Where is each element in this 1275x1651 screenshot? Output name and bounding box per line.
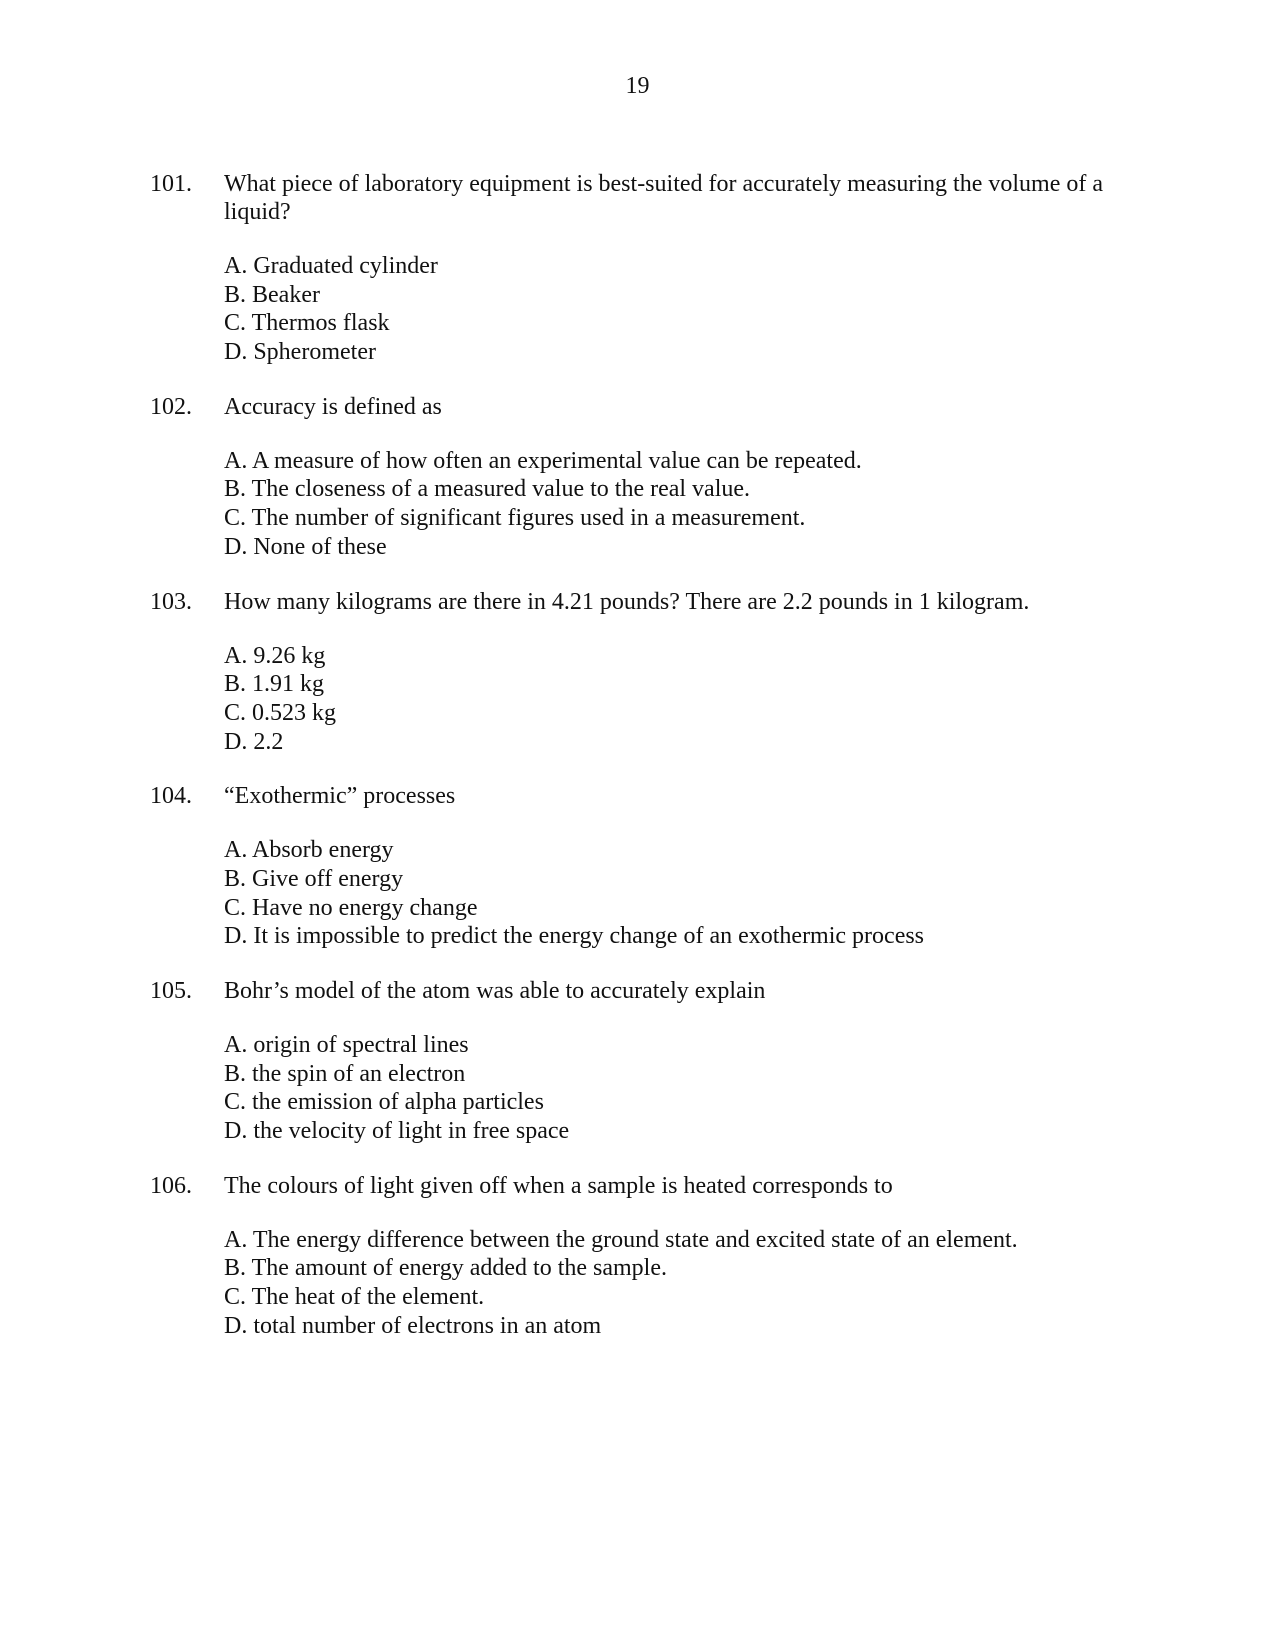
question-number: 106. (150, 1172, 192, 1199)
answer-option: B. The closeness of a measured value to the real value. (224, 476, 751, 503)
question-104 (150, 782, 1130, 951)
answer-option: C. 0.523 kg (224, 699, 337, 726)
question-text: “Exothermic” processes (224, 783, 456, 810)
answer-option: C. The heat of the element. (224, 1284, 485, 1311)
answer-options (224, 447, 1130, 562)
answer-option: D. the velocity of light in free space (224, 1118, 570, 1145)
answer-option: A. 9.26 kg (224, 642, 326, 669)
question-text: How many kilograms are there in 4.21 pounds? There are 2.2 pounds in 1 kilogram. (224, 588, 1030, 615)
answer-option: D. 2.2 (224, 728, 284, 755)
answer-option: D. total number of electrons in an atom (224, 1312, 602, 1339)
question-text: Accuracy is defined as (224, 393, 442, 420)
answer-option: D. Spherometer (224, 339, 376, 366)
question-103 (150, 588, 1130, 757)
question-text: What piece of laboratory equipment is best-suited for accurately measuring the volume of a liquid? (224, 171, 1104, 225)
answer-options (224, 252, 1130, 367)
answer-option: A. A measure of how often an experimental value can be repeated. (224, 447, 862, 474)
question-list (150, 170, 1130, 1367)
answer-option: B. Beaker (224, 281, 320, 308)
answer-options (224, 836, 1130, 951)
question-106 (150, 1172, 1130, 1341)
answer-options (224, 1226, 1130, 1341)
answer-option: C. The number of significant figures used in a measurement. (224, 505, 806, 532)
question-text: The colours of light given off when a sample is heated corresponds to (224, 1172, 893, 1199)
answer-option: D. None of these (224, 533, 387, 560)
question-105 (150, 977, 1130, 1146)
question-number: 104. (150, 783, 192, 810)
page-number: 19 (625, 73, 650, 99)
answer-option: A. Absorb energy (224, 837, 394, 864)
answer-option: B. The amount of energy added to the sample. (224, 1255, 668, 1282)
answer-option: C. Have no energy change (224, 894, 478, 921)
answer-option: C. the emission of alpha particles (224, 1089, 544, 1116)
answer-option: B. the spin of an electron (224, 1060, 466, 1087)
question-number: 101. (150, 171, 192, 197)
answer-option: A. The energy difference between the ground state and excited state of an element. (224, 1226, 1018, 1253)
question-number: 105. (150, 978, 192, 1004)
answer-option: C. Thermos flask (224, 310, 390, 337)
answer-option: B. Give off energy (224, 865, 404, 892)
answer-options (224, 1031, 1130, 1146)
answer-option: D. It is impossible to predict the energy change of an exothermic process (224, 923, 925, 950)
answer-option: A. Graduated cylinder (224, 253, 438, 279)
question-number: 102. (150, 393, 192, 420)
answer-option: A. origin of spectral lines (224, 1032, 469, 1058)
question-text: Bohr’s model of the atom was able to accurately explain (224, 978, 766, 1004)
question-101 (150, 170, 1130, 367)
question-102 (150, 393, 1130, 562)
answer-option: B. 1.91 kg (224, 671, 325, 698)
answer-options (224, 642, 1130, 757)
question-number: 103. (150, 588, 192, 615)
